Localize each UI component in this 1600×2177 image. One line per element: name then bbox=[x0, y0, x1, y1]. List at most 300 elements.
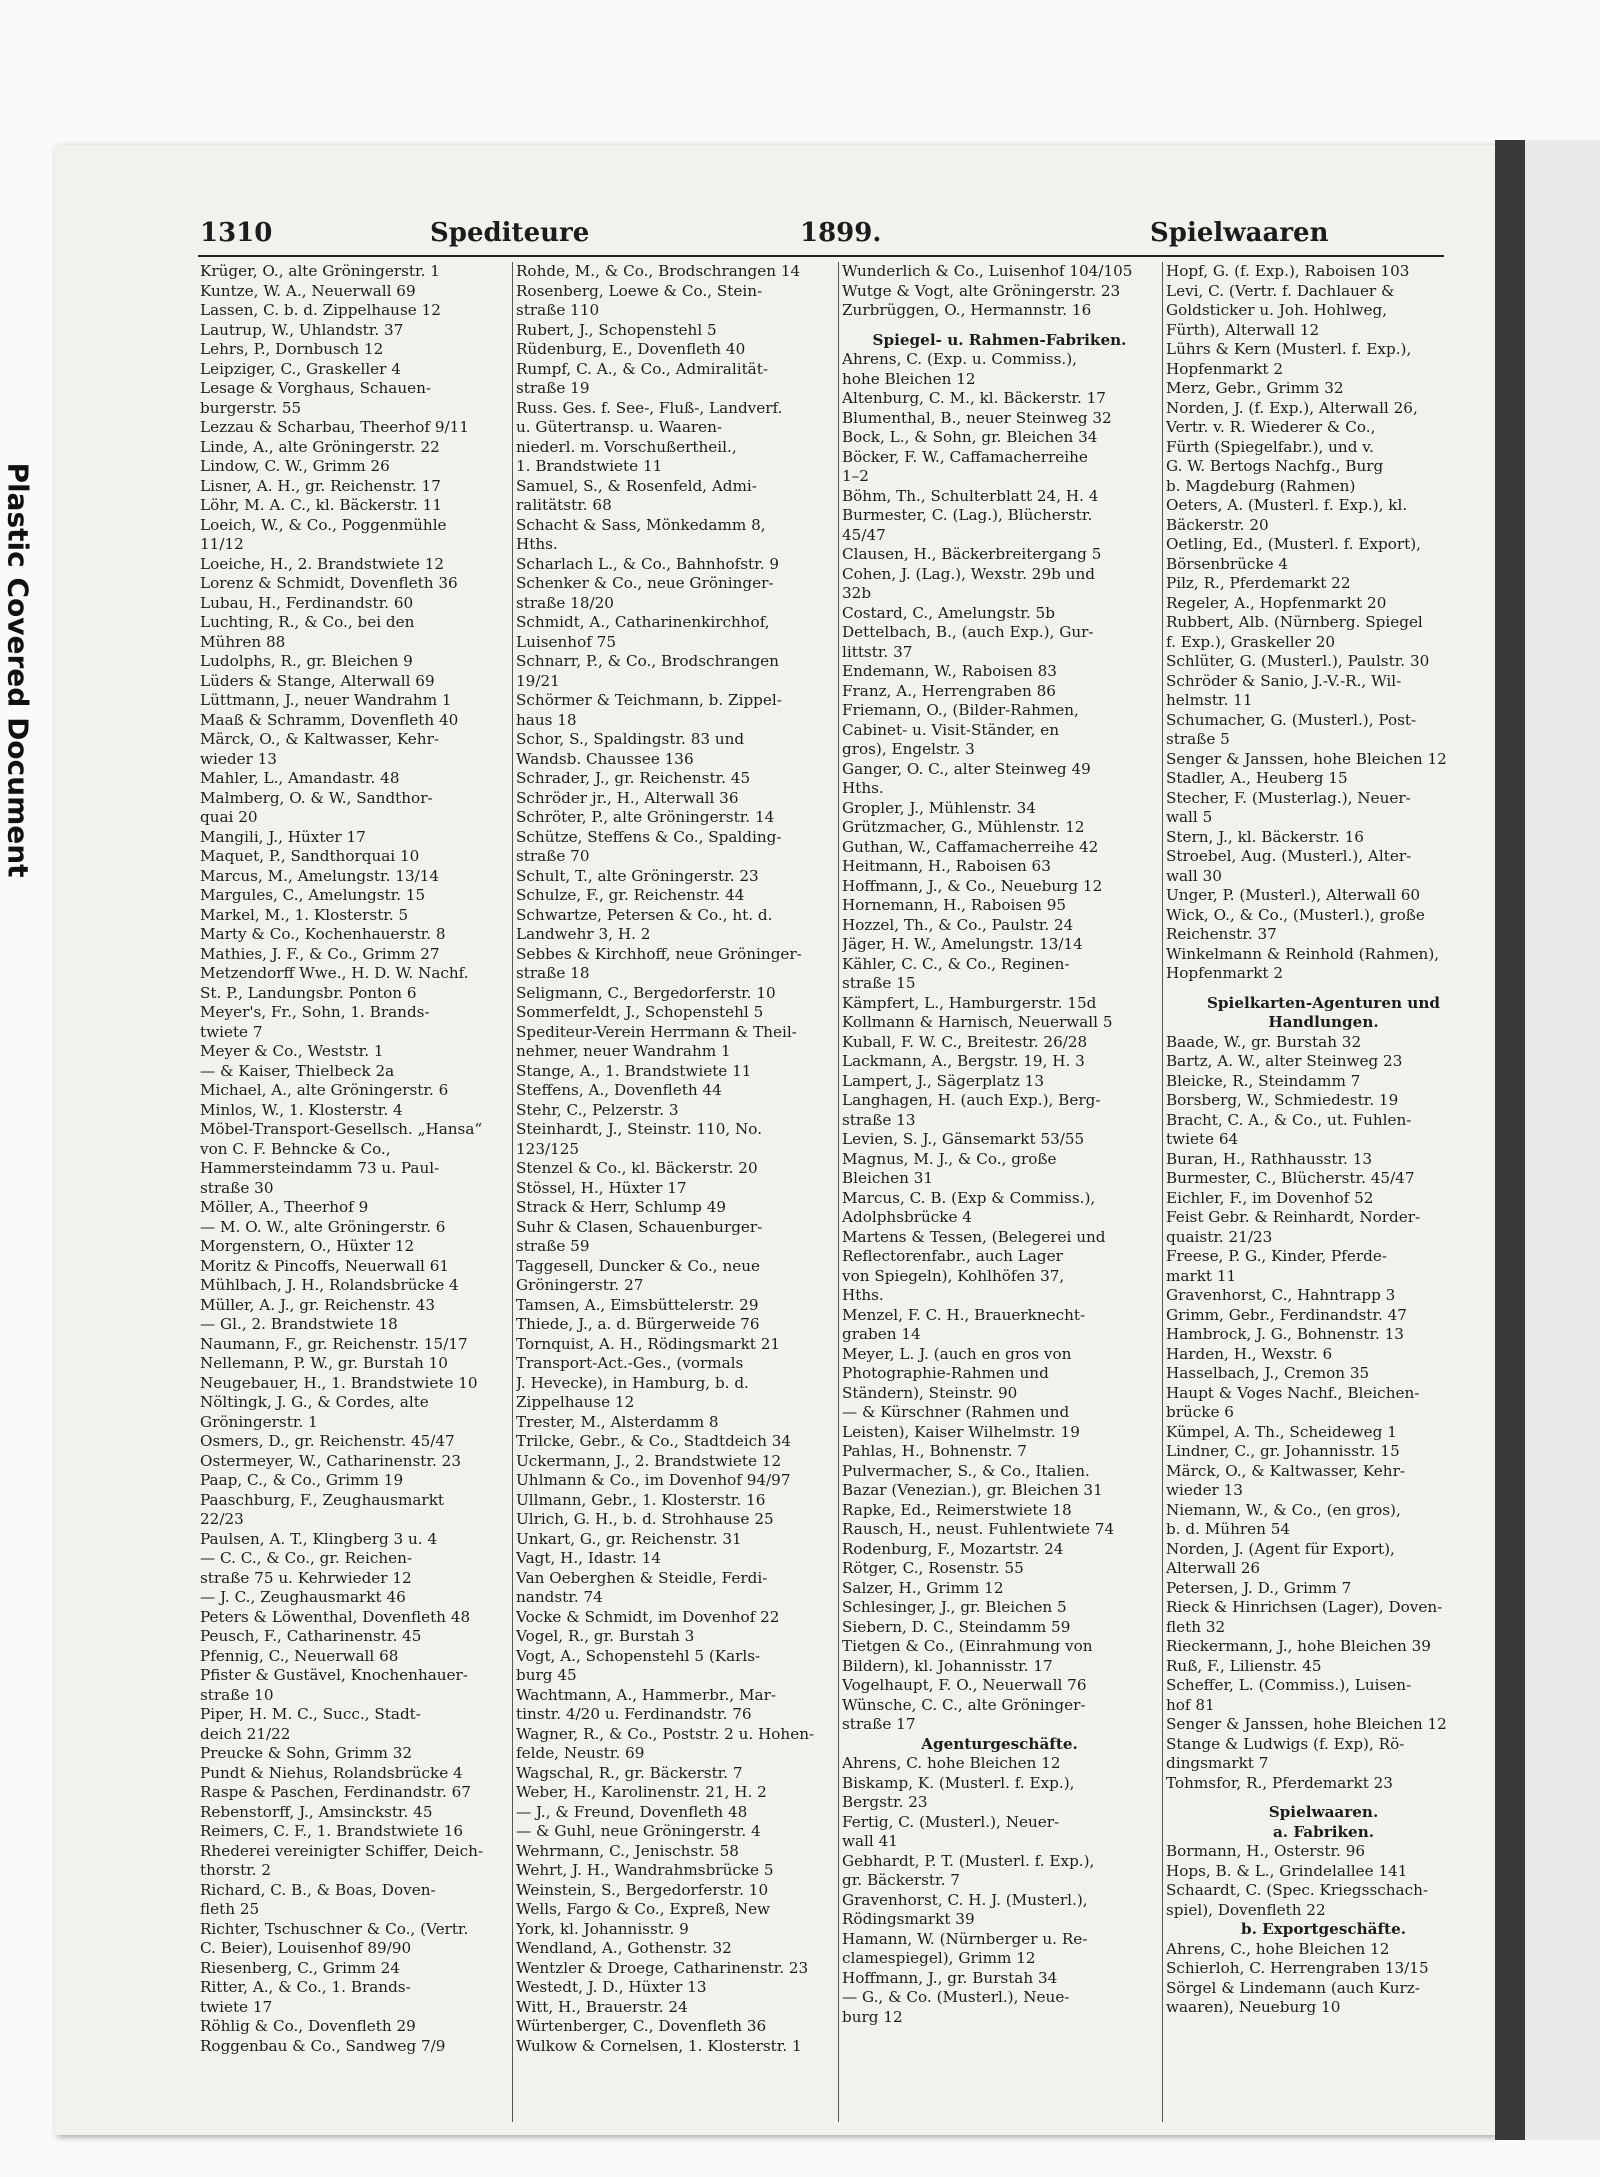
column-4 bbox=[1166, 262, 1481, 2122]
directory-line: 45/47 bbox=[842, 525, 886, 544]
directory-line: Stössel, H., Hüxter 17 bbox=[516, 1178, 687, 1197]
directory-line: Lührs & Kern (Musterl. f. Exp.), bbox=[1166, 340, 1412, 358]
directory-line: — M. O. W., alte Gröningerstr. 6 bbox=[200, 1217, 446, 1236]
directory-line: Minlos, W., 1. Klosterstr. 4 bbox=[200, 1100, 403, 1119]
directory-line: straße 17 bbox=[842, 1715, 916, 1733]
directory-line: Kümpel, A. Th., Scheideweg 1 bbox=[1166, 1422, 1397, 1441]
directory-line: Rieck & Hinrichsen (Lager), Doven- bbox=[1166, 1598, 1443, 1616]
directory-line: Loeich, W., & Co., Poggenmühle bbox=[200, 515, 447, 534]
column-divider bbox=[512, 262, 513, 2122]
directory-line: gr. Bäckerstr. 7 bbox=[842, 1871, 960, 1889]
directory-line: Mühlbach, J. H., Rolandsbrücke 4 bbox=[200, 1276, 459, 1294]
directory-line: littstr. 37 bbox=[842, 642, 913, 661]
directory-line: Taggesell, Duncker & Co., neue bbox=[516, 1256, 760, 1275]
directory-line: straße 15 bbox=[842, 974, 916, 992]
directory-line: Neugebauer, H., 1. Brandstwiete 10 bbox=[200, 1373, 478, 1392]
directory-line: Seligmann, C., Bergedorferstr. 10 bbox=[516, 983, 776, 1002]
section-heading: a. Fabriken. bbox=[1272, 1822, 1375, 1841]
directory-line: Heitmann, H., Raboisen 63 bbox=[842, 857, 1051, 875]
directory-line: Hths. bbox=[842, 1286, 884, 1304]
directory-line: Metzendorff Wwe., H. D. W. Nachf. bbox=[200, 964, 469, 982]
column-divider bbox=[1162, 262, 1163, 2122]
directory-line: Leipziger, C., Graskeller 4 bbox=[200, 359, 401, 378]
directory-line: Rödingsmarkt 39 bbox=[842, 1910, 975, 1928]
directory-line: Regeler, A., Hopfenmarkt 20 bbox=[1166, 593, 1387, 612]
directory-line: Buran, H., Rathhausstr. 13 bbox=[1166, 1149, 1373, 1168]
directory-line: Steffens, A., Dovenfleth 44 bbox=[516, 1081, 722, 1099]
directory-line: Ganger, O. C., alter Steinweg 49 bbox=[842, 759, 1091, 778]
directory-line: Lüttmann, J., neuer Wandrahm 1 bbox=[200, 691, 452, 709]
directory-line: C. Beier), Louisenhof 89/90 bbox=[200, 1939, 412, 1957]
directory-line: Witt, H., Brauerstr. 24 bbox=[516, 1997, 688, 2016]
directory-line: Kuball, F. W. C., Breitestr. 26/28 bbox=[842, 1032, 1088, 1051]
directory-line: Biskamp, K. (Musterl. f. Exp.), bbox=[842, 1773, 1075, 1792]
directory-line: Ludolphs, R., gr. Bleichen 9 bbox=[200, 652, 413, 670]
directory-line: Wehrt, J. H., Wandrahmsbrücke 5 bbox=[516, 1861, 774, 1879]
directory-line: straße 13 bbox=[842, 1110, 916, 1129]
directory-line: quai 20 bbox=[200, 808, 258, 826]
directory-line: Wells, Fargo & Co., Expreß, New bbox=[516, 1900, 771, 1918]
directory-line: Linde, A., alte Gröningerstr. 22 bbox=[200, 437, 440, 456]
directory-line: Cabinet- u. Visit-Ständer, en bbox=[842, 720, 1060, 739]
directory-line: Trilcke, Gebr., & Co., Stadtdeich 34 bbox=[516, 1432, 792, 1450]
header-year: 1899. bbox=[800, 218, 882, 248]
directory-line: Müller, A. J., gr. Reichenstr. 43 bbox=[200, 1295, 436, 1314]
page-number: 1310 bbox=[200, 218, 273, 248]
directory-line: von Spiegeln), Kohlhöfen 37, bbox=[842, 1266, 1065, 1285]
directory-line: Hambrock, J. G., Bohnenstr. 13 bbox=[1166, 1325, 1404, 1343]
spacer bbox=[1166, 984, 1481, 994]
directory-line: Schütze, Steffens & Co., Spalding- bbox=[516, 827, 782, 846]
directory-line: — C. C., & Co., gr. Reichen- bbox=[200, 1549, 413, 1567]
directory-line: Martens & Tessen, (Belegerei und bbox=[842, 1227, 1106, 1246]
directory-line: Niemann, W., & Co., (en gros), bbox=[1166, 1500, 1401, 1519]
directory-line: Pundt & Niehus, Rolandsbrücke 4 bbox=[200, 1763, 463, 1782]
directory-line: Wutge & Vogt, alte Gröningerstr. 23 bbox=[842, 281, 1121, 300]
directory-line: Gravenhorst, C. H. J. (Musterl.), bbox=[842, 1890, 1088, 1909]
directory-line: Tamsen, A., Eimsbüttelerstr. 29 bbox=[516, 1295, 759, 1314]
directory-line: Lautrup, W., Uhlandstr. 37 bbox=[200, 320, 404, 339]
directory-line: Rieckermann, J., hohe Bleichen 39 bbox=[1166, 1637, 1431, 1655]
directory-line: — & Kürschner (Rahmen und bbox=[842, 1403, 1070, 1421]
directory-line: Schlesinger, J., gr. Bleichen 5 bbox=[842, 1598, 1067, 1616]
directory-line: Alterwall 26 bbox=[1166, 1559, 1261, 1577]
directory-line: Ahrens, C. (Exp. u. Commiss.), bbox=[842, 350, 1077, 368]
directory-line: St. P., Landungsbr. Ponton 6 bbox=[200, 983, 417, 1002]
directory-line: Steinhardt, J., Steinstr. 110, No. bbox=[516, 1120, 763, 1138]
directory-line: Margules, C., Amelungstr. 15 bbox=[200, 886, 426, 904]
spacer bbox=[1166, 1793, 1481, 1803]
directory-line: Schröter, P., alte Gröningerstr. 14 bbox=[516, 808, 775, 826]
directory-line: straße 110 bbox=[516, 301, 600, 319]
directory-line: Harden, H., Wexstr. 6 bbox=[1166, 1344, 1333, 1363]
directory-line: Vertr. v. R. Wiederer & Co., bbox=[1166, 418, 1376, 436]
directory-line: nandstr. 74 bbox=[516, 1588, 603, 1606]
directory-line: Kuntze, W. A., Neuerwall 69 bbox=[200, 281, 416, 300]
directory-line: straße 30 bbox=[200, 1178, 274, 1197]
directory-line: Luchting, R., & Co., bei den bbox=[200, 613, 415, 631]
directory-line: clamespiegel), Grimm 12 bbox=[842, 1949, 1036, 1967]
directory-line: Preucke & Sohn, Grimm 32 bbox=[200, 1744, 413, 1762]
directory-line: Lorenz & Schmidt, Dovenfleth 36 bbox=[200, 574, 458, 592]
directory-line: Tohmsfor, R., Pferdemarkt 23 bbox=[1166, 1773, 1393, 1792]
directory-line: Sebbes & Kirchhoff, neue Gröninger- bbox=[516, 944, 802, 963]
directory-line: Böhm, Th., Schulterblatt 24, H. 4 bbox=[842, 486, 1099, 505]
directory-line: Hths. bbox=[516, 535, 558, 553]
directory-line: Stenzel & Co., kl. Bäckerstr. 20 bbox=[516, 1159, 758, 1177]
section-heading: Handlungen. bbox=[1268, 1013, 1379, 1031]
section-heading: Spiegel- u. Rahmen-Fabriken. bbox=[872, 330, 1127, 349]
directory-line: Fürth), Alterwall 12 bbox=[1166, 320, 1320, 339]
directory-line: Schnarr, P., & Co., Brodschrangen bbox=[516, 652, 779, 670]
directory-line: Guthan, W., Caffamacherreihe 42 bbox=[842, 837, 1099, 856]
side-label-text: Plastic Covered Document bbox=[1, 462, 35, 878]
directory-line: Riesenberg, C., Grimm 24 bbox=[200, 1958, 400, 1977]
directory-line: Osmers, D., gr. Reichenstr. 45/47 bbox=[200, 1432, 455, 1450]
directory-line: Lehrs, P., Dornbusch 12 bbox=[200, 340, 384, 358]
header-right-title: Spielwaaren bbox=[1150, 218, 1329, 248]
directory-line: burgerstr. 55 bbox=[200, 398, 302, 417]
directory-line: Moritz & Pincoffs, Neuerwall 61 bbox=[200, 1256, 450, 1275]
directory-line: Petersen, J. D., Grimm 7 bbox=[1166, 1578, 1352, 1597]
directory-line: Wentzler & Droege, Catharinenstr. 23 bbox=[516, 1958, 809, 1977]
directory-line: Bock, L., & Sohn, gr. Bleichen 34 bbox=[842, 428, 1098, 446]
directory-line: Schacht & Sass, Mönkedamm 8, bbox=[516, 515, 766, 534]
directory-line: — Gl., 2. Brandstwiete 18 bbox=[200, 1315, 398, 1333]
directory-line: Märck, O., & Kaltwasser, Kehr- bbox=[1166, 1461, 1405, 1480]
directory-line: Wehrmann, C., Jenischstr. 58 bbox=[516, 1841, 739, 1860]
directory-line: Adolphsbrücke 4 bbox=[842, 1208, 972, 1226]
page-edge-margin bbox=[1525, 140, 1600, 2140]
directory-line: waaren), Neueburg 10 bbox=[1166, 1998, 1341, 2016]
directory-line: 22/23 bbox=[200, 1510, 244, 1528]
directory-line: Ahrens, C. hohe Bleichen 12 bbox=[842, 1754, 1061, 1772]
directory-line: Vogelhaupt, F. O., Neuerwall 76 bbox=[842, 1676, 1087, 1694]
column-3 bbox=[842, 262, 1157, 2122]
directory-line: — J. C., Zeughausmarkt 46 bbox=[200, 1588, 406, 1606]
directory-line: Stecher, F. (Musterlag.), Neuer- bbox=[1166, 788, 1411, 807]
directory-line: Eichler, F., im Dovenhof 52 bbox=[1166, 1188, 1374, 1207]
directory-line: Reichenstr. 37 bbox=[1166, 925, 1277, 943]
directory-line: Rubert, J., Schopenstehl 5 bbox=[516, 320, 717, 339]
directory-line: Bleichen 31 bbox=[842, 1169, 934, 1187]
directory-line: Tornquist, A. H., Rödingsmarkt 21 bbox=[516, 1334, 781, 1353]
directory-line: Winkelmann & Reinhold (Rahmen), bbox=[1166, 944, 1440, 963]
directory-line: 1–2 bbox=[842, 467, 869, 485]
directory-line: markt 11 bbox=[1166, 1266, 1237, 1285]
directory-line: straße 70 bbox=[516, 847, 590, 865]
directory-line: Gravenhorst, C., Hahntrapp 3 bbox=[1166, 1286, 1396, 1304]
directory-line: Uckermann, J., 2. Brandstwiete 12 bbox=[516, 1451, 782, 1470]
directory-line: Dettelbach, B., (auch Exp.), Gur- bbox=[842, 623, 1094, 641]
directory-line: Vogt, A., Schopenstehl 5 (Karls- bbox=[516, 1646, 761, 1665]
directory-line: burg 45 bbox=[516, 1666, 577, 1684]
directory-line: Norden, J. (Agent für Export), bbox=[1166, 1539, 1395, 1558]
directory-line: Levi, C. (Vertr. f. Dachlauer & bbox=[1166, 281, 1395, 300]
directory-line: Ständern), Steinstr. 90 bbox=[842, 1383, 1018, 1402]
directory-line: Meyer's, Fr., Sohn, 1. Brands- bbox=[200, 1003, 430, 1021]
directory-line: quaistr. 21/23 bbox=[1166, 1227, 1273, 1246]
directory-line: Fertig, C. (Musterl.), Neuer- bbox=[842, 1812, 1060, 1831]
directory-line: Jäger, H. W., Amelungstr. 13/14 bbox=[842, 935, 1083, 953]
directory-line: Ritter, A., & Co., 1. Brands- bbox=[200, 1978, 411, 1996]
directory-line: York, kl. Johannisstr. 9 bbox=[516, 1919, 689, 1938]
directory-line: Endemann, W., Raboisen 83 bbox=[842, 662, 1057, 680]
directory-line: Meyer, L. J. (auch en gros von bbox=[842, 1344, 1072, 1363]
directory-line: Gropler, J., Mühlenstr. 34 bbox=[842, 798, 1036, 817]
directory-line: straße 59 bbox=[516, 1237, 590, 1255]
directory-line: Kähler, C. C., & Co., Reginen- bbox=[842, 954, 1070, 973]
directory-line: Rhederei vereinigter Schiffer, Deich- bbox=[200, 1841, 484, 1860]
directory-line: Stroebel, Aug. (Musterl.), Alter- bbox=[1166, 847, 1412, 865]
directory-line: Senger & Janssen, hohe Bleichen 12 bbox=[1166, 749, 1447, 768]
header-left-title: Spediteure bbox=[430, 218, 590, 248]
directory-line: Stange & Ludwigs (f. Exp), Rö- bbox=[1166, 1734, 1405, 1753]
directory-line: fleth 32 bbox=[1166, 1617, 1226, 1636]
directory-line: Krüger, O., alte Gröningerstr. 1 bbox=[200, 262, 440, 280]
directory-line: twiete 17 bbox=[200, 1997, 273, 2016]
directory-line: G. W. Bertogs Nachfg., Burg bbox=[1166, 457, 1384, 475]
directory-line: — J., & Freund, Dovenfleth 48 bbox=[516, 1802, 748, 1821]
directory-line: Schrader, J., gr. Reichenstr. 45 bbox=[516, 769, 751, 787]
directory-line: Märck, O., & Kaltwasser, Kehr- bbox=[200, 730, 439, 748]
directory-line: Thiede, J., a. d. Bürgerweide 76 bbox=[516, 1315, 760, 1333]
directory-line: Schröder & Sanio, J.-V.-R., Wil- bbox=[1166, 671, 1402, 690]
directory-line: wall 5 bbox=[1166, 808, 1213, 826]
directory-line: Ullmann, Gebr., 1. Klosterstr. 16 bbox=[516, 1490, 766, 1509]
directory-line: haus 18 bbox=[516, 710, 577, 729]
directory-line: Uhlmann & Co., im Dovenhof 94/97 bbox=[516, 1471, 791, 1489]
directory-line: Paaschburg, F., Zeughausmarkt bbox=[200, 1490, 444, 1509]
directory-line: Hopfenmarkt 2 bbox=[1166, 359, 1284, 378]
directory-line: helmstr. 11 bbox=[1166, 691, 1253, 709]
directory-line: Sörgel & Lindemann (auch Kurz- bbox=[1166, 1978, 1420, 1997]
directory-line: Schörmer & Teichmann, b. Zippel- bbox=[516, 691, 782, 709]
spacer bbox=[842, 321, 1157, 331]
directory-line: Scheffer, L. (Commiss.), Luisen- bbox=[1166, 1676, 1412, 1694]
directory-line: Wandsb. Chaussee 136 bbox=[516, 749, 694, 768]
directory-line: Lindner, C., gr. Johannisstr. 15 bbox=[1166, 1442, 1400, 1460]
directory-line: J. Hevecke), in Hamburg, b. d. bbox=[516, 1373, 749, 1392]
column-2 bbox=[516, 262, 831, 2122]
directory-line: Van Oeberghen & Steidle, Ferdi- bbox=[516, 1568, 768, 1587]
directory-line: Costard, C., Amelungstr. 5b bbox=[842, 603, 1055, 622]
directory-line: Bartz, A. W., alter Steinweg 23 bbox=[1166, 1052, 1403, 1070]
directory-line: Ruß, F., Lilienstr. 45 bbox=[1166, 1656, 1322, 1675]
directory-line: Pilz, R., Pferdemarkt 22 bbox=[1166, 574, 1351, 592]
directory-line: Gebhardt, P. T. (Musterl. f. Exp.), bbox=[842, 1851, 1095, 1870]
directory-line: 1. Brandstwiete 11 bbox=[516, 457, 663, 475]
directory-line: Pfister & Gustävel, Knochenhauer- bbox=[200, 1666, 468, 1684]
directory-line: u. Gütertransp. u. Waaren- bbox=[516, 418, 723, 436]
directory-line: Rötger, C., Rosenstr. 55 bbox=[842, 1559, 1024, 1577]
side-label bbox=[0, 330, 36, 1010]
directory-line: Langhagen, H. (auch Exp.), Berg- bbox=[842, 1091, 1101, 1109]
directory-line: Hoffmann, J., gr. Burstah 34 bbox=[842, 1968, 1058, 1987]
directory-line: Würtenberger, C., Dovenfleth 36 bbox=[516, 2017, 767, 2035]
directory-line: Markel, M., 1. Klosterstr. 5 bbox=[200, 905, 409, 924]
directory-line: Pulvermacher, S., & Co., Italien. bbox=[842, 1461, 1090, 1480]
directory-line: Bäckerstr. 20 bbox=[1166, 515, 1269, 534]
directory-line: Hasselbach, J., Cremon 35 bbox=[1166, 1364, 1370, 1382]
directory-line: Rapke, Ed., Reimerstwiete 18 bbox=[842, 1500, 1072, 1519]
directory-line: straße 5 bbox=[1166, 730, 1230, 748]
directory-line: Bleicke, R., Steindamm 7 bbox=[1166, 1071, 1361, 1090]
directory-line: Vogel, R., gr. Burstah 3 bbox=[516, 1627, 695, 1645]
directory-line: Landwehr 3, H. 2 bbox=[516, 925, 651, 943]
directory-line: Reimers, C. F., 1. Brandstwiete 16 bbox=[200, 1822, 464, 1840]
directory-line: Wünsche, C. C., alte Gröninger- bbox=[842, 1695, 1086, 1714]
directory-line: Suhr & Clasen, Schauenburger- bbox=[516, 1217, 763, 1236]
directory-line: Trester, M., Alsterdamm 8 bbox=[516, 1412, 719, 1431]
directory-line: twiete 7 bbox=[200, 1022, 263, 1041]
directory-line: Russ. Ges. f. See-, Fluß-, Landverf. bbox=[516, 398, 783, 417]
directory-line: Wulkow & Cornelsen, 1. Klosterstr. 1 bbox=[516, 2036, 802, 2055]
directory-line: Luisenhof 75 bbox=[516, 632, 616, 651]
directory-line: Loeiche, H., 2. Brandstwiete 12 bbox=[200, 554, 445, 573]
directory-line: Wick, O., & Co., (Musterl.), große bbox=[1166, 905, 1425, 924]
directory-line: f. Exp.), Graskeller 20 bbox=[1166, 632, 1336, 651]
directory-line: Bormann, H., Osterstr. 96 bbox=[1166, 1842, 1366, 1860]
directory-line: Hopfenmarkt 2 bbox=[1166, 964, 1284, 982]
directory-line: Mangili, J., Hüxter 17 bbox=[200, 827, 366, 846]
directory-line: Sommerfeldt, J., Schopenstehl 5 bbox=[516, 1003, 764, 1021]
directory-line: Schult, T., alte Gröningerstr. 23 bbox=[516, 866, 759, 885]
directory-line: Schumacher, G. (Musterl.), Post- bbox=[1166, 710, 1417, 729]
directory-line: Mathies, J. F., & Co., Grimm 27 bbox=[200, 944, 440, 963]
directory-line: Lezzau & Scharbau, Theerhof 9/11 bbox=[200, 418, 469, 436]
directory-line: Maquet, P., Sandthorquai 10 bbox=[200, 847, 420, 865]
page-edge bbox=[1495, 140, 1525, 2140]
directory-line: hohe Bleichen 12 bbox=[842, 369, 976, 388]
directory-line: wall 41 bbox=[842, 1832, 898, 1850]
directory-line: Rohde, M., & Co., Brodschrangen 14 bbox=[516, 262, 801, 280]
directory-line: Lindow, C. W., Grimm 26 bbox=[200, 457, 390, 475]
directory-line: Piper, H. M. C., Succ., Stadt- bbox=[200, 1705, 421, 1723]
directory-line: Cohen, J. (Lag.), Wexstr. 29b und bbox=[842, 564, 1095, 583]
directory-line: straße 75 u. Kehrwieder 12 bbox=[200, 1568, 412, 1587]
directory-line: Bildern), kl. Johannisstr. 17 bbox=[842, 1656, 1053, 1675]
directory-line: Hornemann, H., Raboisen 95 bbox=[842, 896, 1067, 914]
directory-line: von C. F. Behncke & Co., bbox=[200, 1139, 391, 1158]
directory-line: Menzel, F. C. H., Brauerknecht- bbox=[842, 1305, 1086, 1324]
directory-line: Pfennig, C., Neuerwall 68 bbox=[200, 1646, 399, 1665]
directory-line: Westedt, J. D., Hüxter 13 bbox=[516, 1978, 707, 1996]
directory-line: Börsenbrücke 4 bbox=[1166, 554, 1289, 573]
directory-line: Gröningerstr. 1 bbox=[200, 1412, 318, 1431]
directory-line: Stadler, A., Heuberg 15 bbox=[1166, 769, 1348, 787]
directory-line: Zippelhause 12 bbox=[516, 1393, 635, 1411]
directory-line: Marty & Co., Kochenhauerstr. 8 bbox=[200, 925, 446, 943]
directory-line: Tietgen & Co., (Einrahmung von bbox=[842, 1637, 1093, 1655]
directory-line: — G., & Co. (Musterl.), Neue- bbox=[842, 1988, 1070, 2006]
directory-line: hof 81 bbox=[1166, 1695, 1215, 1714]
directory-line: Richard, C. B., & Boas, Doven- bbox=[200, 1880, 436, 1899]
directory-line: Burmester, C. (Lag.), Blücherstr. bbox=[842, 506, 1093, 524]
directory-line: Maaß & Schramm, Dovenfleth 40 bbox=[200, 710, 459, 729]
directory-line: Mühren 88 bbox=[200, 632, 286, 651]
section-heading: Spielwaaren. bbox=[1268, 1803, 1379, 1821]
directory-line: — & Guhl, neue Gröningerstr. 4 bbox=[516, 1822, 761, 1840]
directory-line: Rausch, H., neust. Fuhlentwiete 74 bbox=[842, 1520, 1115, 1538]
directory-line: Paap, C., & Co., Grimm 19 bbox=[200, 1471, 404, 1489]
directory-line: Bazar (Venezian.), gr. Bleichen 31 bbox=[842, 1481, 1103, 1499]
section-heading: b. Exportgeschäfte. bbox=[1240, 1920, 1407, 1938]
directory-line: Reflectorenfabr., auch Lager bbox=[842, 1247, 1063, 1265]
directory-line: Strack & Herr, Schlump 49 bbox=[516, 1198, 727, 1216]
directory-line: Schulze, F., gr. Reichenstr. 44 bbox=[516, 886, 745, 904]
header-rule bbox=[198, 255, 1444, 257]
directory-line: Lampert, J., Sägerplatz 13 bbox=[842, 1071, 1044, 1090]
directory-line: Hops, B. & L., Grindelallee 141 bbox=[1166, 1861, 1408, 1880]
directory-line: Spediteur-Verein Herrmann & Theil- bbox=[516, 1022, 797, 1041]
directory-line: b. d. Mühren 54 bbox=[1166, 1520, 1291, 1538]
directory-line: Nellemann, P. W., gr. Burstah 10 bbox=[200, 1354, 448, 1372]
directory-line: felde, Neustr. 69 bbox=[516, 1744, 645, 1762]
directory-line: Richter, Tschuschner & Co., (Vertr. bbox=[200, 1919, 469, 1938]
directory-line: Haupt & Voges Nachf., Bleichen- bbox=[1166, 1383, 1420, 1402]
directory-line: Nöltingk, J. G., & Cordes, alte bbox=[200, 1393, 429, 1411]
directory-line: Rodenburg, F., Mozartstr. 24 bbox=[842, 1539, 1064, 1558]
directory-line: Oeters, A. (Musterl. f. Exp.), kl. bbox=[1166, 496, 1408, 514]
directory-line: Hamann, W. (Nürnberger u. Re- bbox=[842, 1929, 1088, 1948]
directory-line: Unger, P. (Musterl.), Alterwall 60 bbox=[1166, 886, 1421, 904]
directory-line: Michael, A., alte Gröningerstr. 6 bbox=[200, 1081, 449, 1099]
directory-line: Möbel-Transport-Gesellsch. „Hansa“ bbox=[200, 1120, 483, 1138]
directory-line: burg 12 bbox=[842, 2007, 903, 2026]
directory-line: Lisner, A. H., gr. Reichenstr. 17 bbox=[200, 476, 441, 495]
directory-line: Lesage & Vorghaus, Schauen- bbox=[200, 379, 432, 397]
directory-line: Stehr, C., Pelzerstr. 3 bbox=[516, 1100, 679, 1119]
directory-line: Franz, A., Herrengraben 86 bbox=[842, 681, 1056, 700]
directory-line: brücke 6 bbox=[1166, 1403, 1234, 1421]
directory-line: Rüdenburg, E., Dovenfleth 40 bbox=[516, 340, 746, 358]
directory-line: Vagt, H., Idastr. 14 bbox=[516, 1549, 662, 1567]
directory-line: Rumpf, C. A., & Co., Admiralität- bbox=[516, 359, 768, 378]
directory-line: niederl. m. Vorschußertheil., bbox=[516, 437, 737, 456]
directory-line: Naumann, F., gr. Reichenstr. 15/17 bbox=[200, 1334, 468, 1353]
column-1 bbox=[200, 262, 515, 2122]
directory-line: Hoffmann, J., & Co., Neueburg 12 bbox=[842, 876, 1103, 895]
directory-line: straße 18/20 bbox=[516, 593, 614, 612]
directory-line: Raspe & Paschen, Ferdinandstr. 67 bbox=[200, 1783, 471, 1801]
directory-line: Mahler, L., Amandastr. 48 bbox=[200, 769, 400, 787]
directory-line: Leisten), Kaiser Wilhelmstr. 19 bbox=[842, 1422, 1080, 1441]
directory-line: Schaardt, C. (Spec. Kriegsschach- bbox=[1166, 1881, 1428, 1899]
directory-line: Schmidt, A., Catharinenkirchhof, bbox=[516, 613, 770, 631]
directory-line: Ulrich, G. H., b. d. Strohhause 25 bbox=[516, 1510, 774, 1528]
directory-line: Wendland, A., Gothenstr. 32 bbox=[516, 1939, 732, 1957]
directory-line: Schenker & Co., neue Gröninger- bbox=[516, 574, 774, 592]
directory-line: Scharlach L., & Co., Bahnhofstr. 9 bbox=[516, 554, 780, 573]
directory-line: Wagner, R., & Co., Poststr. 2 u. Hohen- bbox=[516, 1724, 815, 1743]
directory-line: Schor, S., Spaldingstr. 83 und bbox=[516, 730, 745, 748]
directory-line: Bracht, C. A., & Co., ut. Fuhlen- bbox=[1166, 1110, 1412, 1129]
directory-line: Böcker, F. W., Caffamacherreihe bbox=[842, 447, 1088, 466]
directory-line: Weber, H., Karolinenstr. 21, H. 2 bbox=[516, 1783, 767, 1801]
directory-line: Unkart, G., gr. Reichenstr. 31 bbox=[516, 1529, 742, 1548]
directory-line: Photographie-Rahmen und bbox=[842, 1364, 1049, 1382]
directory-line: Malmberg, O. & W., Sandthor- bbox=[200, 788, 433, 807]
directory-line: Wunderlich & Co., Luisenhof 104/105 bbox=[842, 262, 1133, 280]
section-heading: Spielkarten-Agenturen und bbox=[1206, 993, 1441, 1012]
directory-line: Rebenstorff, J., Amsinckstr. 45 bbox=[200, 1802, 433, 1821]
directory-line: Borsberg, W., Schmiedestr. 19 bbox=[1166, 1091, 1399, 1109]
directory-line: 11/12 bbox=[200, 535, 244, 553]
directory-line: Ostermeyer, W., Catharinenstr. 23 bbox=[200, 1451, 461, 1470]
directory-line: Blumenthal, B., neuer Steinweg 32 bbox=[842, 408, 1112, 427]
directory-line: Levien, S. J., Gänsemarkt 53/55 bbox=[842, 1130, 1085, 1148]
